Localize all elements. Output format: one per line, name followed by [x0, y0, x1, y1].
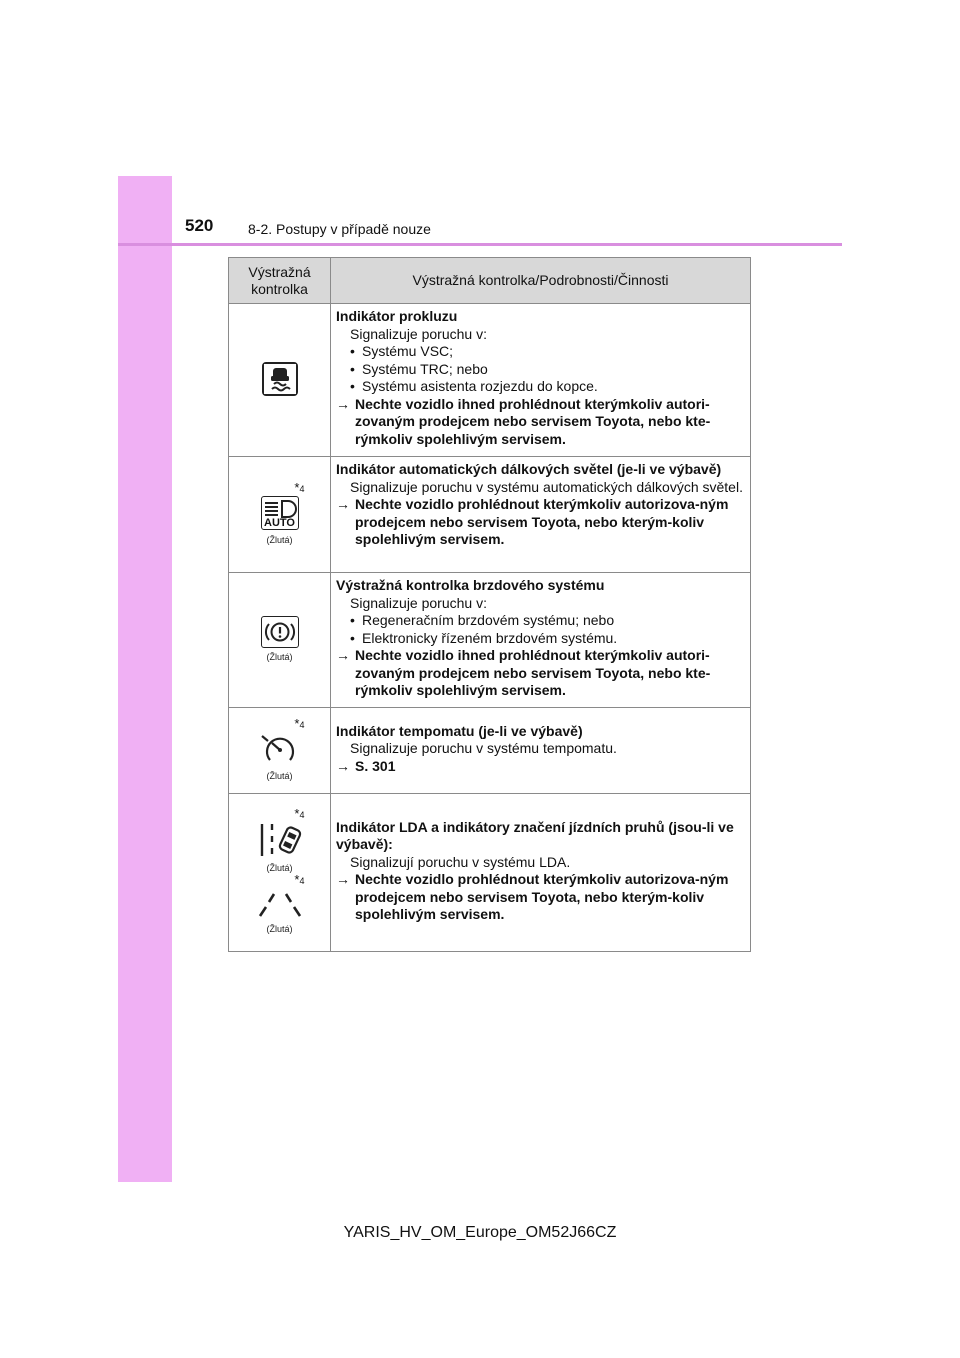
- table-row: [229, 573, 751, 708]
- row-action: → Nechte vozidlo prohlédnout kterýmkoliv autorizova-ným prodejcem nebo servisem Toyota, nebo kterým-koliv spolehlivým servisem.: [336, 871, 729, 922]
- table-row: [229, 708, 751, 794]
- row-action: → Nechte vozidlo ihned prohlédnout kterýmkoliv autori-zovaným prodejcem nebo servisem Toyota, nebo kte-rýmkoliv spolehlivým servisem.: [336, 647, 711, 698]
- section-title: 8-2. Postupy v případě nouze: [248, 221, 431, 237]
- row-title: Indikátor tempomatu (je-li ve výbavě): [336, 722, 583, 739]
- color-note: (Žlutá): [266, 534, 293, 545]
- row-title: Výstražná kontrolka brzdového systému: [336, 577, 605, 593]
- row-line: Signalizuje poruchu v:: [350, 325, 487, 342]
- row-line: Signalizuje poruchu v:: [350, 594, 487, 611]
- auto-icon-text: AUTO: [264, 517, 295, 529]
- lane-markings-icon: [254, 888, 306, 920]
- row-title: Indikátor automatických dálkových světel (je-li ve výbavě): [336, 461, 722, 477]
- icon-cell: [229, 708, 331, 794]
- cruise-control-icon: [260, 732, 300, 766]
- details-cell: [331, 573, 751, 708]
- row-line: Signalizuje poruchu v systému automatických dálkových světel.: [350, 478, 743, 495]
- row-action: → Nechte vozidlo prohlédnout kterýmkoliv autorizova-ným prodejcem nebo servisem Toyota, nebo kterým-koliv spolehlivým servisem.: [336, 496, 729, 547]
- lda-icon: [258, 822, 302, 858]
- details-cell: [331, 304, 751, 457]
- footnote-mark: *4: [294, 871, 305, 887]
- color-note: (Žlutá): [266, 770, 293, 781]
- document-code: YARIS_HV_OM_Europe_OM52J66CZ: [343, 1224, 617, 1241]
- footnote-mark: *4: [294, 480, 305, 495]
- icon-cell: [229, 794, 331, 952]
- arrow-icon: →: [336, 757, 350, 774]
- row-line: Signalizují poruchu v systému LDA.: [350, 853, 571, 870]
- side-tab-bar: [118, 176, 172, 1182]
- details-cell: [331, 708, 751, 794]
- col-header-light: Výstražná kontrolka: [229, 258, 331, 304]
- page-number: 520: [185, 216, 214, 235]
- arrow-icon: →: [336, 647, 350, 663]
- arrow-icon: →: [336, 395, 350, 412]
- row-title: Indikátor prokluzu: [336, 308, 458, 324]
- bullet-item: • Regeneračním brzdovém systému; nebo: [350, 612, 615, 628]
- row-title: Indikátor LDA a indikátory značení jízdních pruhů (jsou-li ve výbavě):: [336, 818, 734, 852]
- auto-high-beam-icon: [261, 496, 299, 530]
- row-line: Signalizuje poruchu v systému tempomatu.: [350, 740, 617, 757]
- bullet-item: • Systému TRC; nebo: [350, 360, 488, 377]
- footnote-mark: *4: [294, 716, 305, 731]
- table-row: [229, 457, 751, 573]
- slip-indicator-icon: [262, 362, 298, 396]
- color-note: (Žlutá): [266, 924, 293, 935]
- row-action: → S. 301: [336, 757, 396, 774]
- bullet-item: • Systému VSC;: [350, 343, 454, 359]
- color-note: (Žlutá): [266, 862, 293, 873]
- arrow-icon: →: [336, 871, 350, 887]
- details-cell: [331, 794, 751, 952]
- color-note: (Žlutá): [266, 651, 293, 662]
- header-rule: [118, 243, 842, 246]
- footnote-mark: *4: [294, 806, 305, 822]
- bullet-item: • Systému asistenta rozjezdu do kopce.: [350, 378, 598, 394]
- row-action: → Nechte vozidlo ihned prohlédnout kterýmkoliv autori-zovaným prodejcem nebo servisem Toyota, nebo kte-rýmkoliv spolehlivým servisem.: [336, 395, 711, 447]
- icon-cell: [229, 457, 331, 573]
- col-header-details: Výstražná kontrolka/Podrobnosti/Činnosti: [331, 258, 751, 304]
- table-row: [229, 794, 751, 952]
- bullet-item: • Elektronicky řízeném brzdovém systému.: [350, 629, 618, 646]
- arrow-icon: →: [336, 496, 350, 512]
- table-header-row: [229, 258, 751, 304]
- warning-lights-table: [228, 257, 751, 952]
- icon-cell: [229, 304, 331, 457]
- details-cell: [331, 457, 751, 573]
- icon-cell: [229, 573, 331, 708]
- table-row: [229, 304, 751, 457]
- brake-system-warning-icon: [261, 616, 299, 648]
